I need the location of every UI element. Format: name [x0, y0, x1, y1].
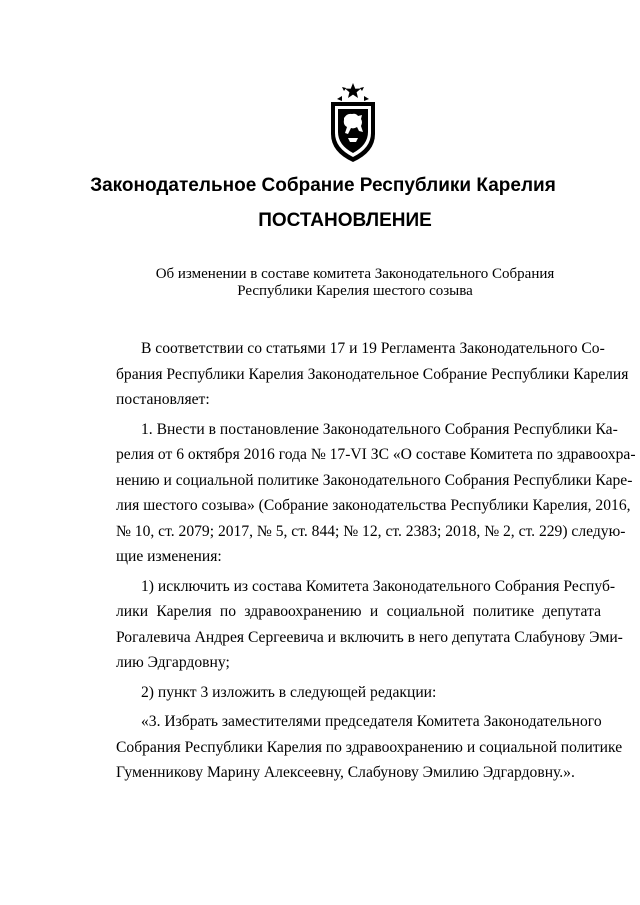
text-line: постановляет:	[116, 391, 210, 408]
text-line: релия от 6 октября 2016 года № 17-VI ЗС «О составе Комитета по здравоохра-	[116, 446, 636, 463]
text-line: лию Эдгардовну;	[116, 654, 230, 671]
text-line: лики Карелия по здравоохранению и социальной политике депутата	[116, 603, 601, 620]
document-type-heading: ПОСТАНОВЛЕНИЕ	[258, 210, 432, 231]
text-line: Гуменникову Марину Алексеевну, Слабунову Эмилию Эдгардовну.».	[116, 764, 575, 781]
subject-line: Об изменении в составе комитета Законодательного Собрания	[155, 266, 555, 282]
text-line: лия шестого созыва» (Собрание законодательства Республики Карелия, 2016,	[116, 497, 631, 514]
text-line: Собрания Республики Карелия по здравоохранению и социальной политике	[116, 738, 623, 756]
subitem-1-paragraph	[116, 574, 623, 676]
text-line: В соответствии со статьями 17 и 19 Регламента Законодательного Со-	[141, 340, 605, 357]
document-body	[116, 336, 636, 786]
organization-title: Законодательное Собрание Республики Карелия	[90, 175, 556, 196]
quote-paragraph	[116, 709, 623, 786]
text-line: 1. Внести в постановление Законодательного Собрания Республики Ка-	[141, 420, 618, 438]
subitem-2-paragraph	[116, 680, 601, 706]
text-line: щие изменения:	[116, 548, 222, 565]
document-subject	[0, 266, 640, 300]
preamble-paragraph	[116, 336, 629, 413]
text-line: 2) пункт 3 изложить в следующей редакции:	[141, 683, 437, 701]
item-1-paragraph	[116, 417, 636, 570]
subject-line: Республики Карелия шестого созыва	[237, 283, 473, 299]
text-line: № 10, ст. 2079; 2017, № 5, ст. 844; № 12, ст. 2383; 2018, № 2, ст. 229) следую-	[116, 522, 626, 540]
text-line: 1) исключить из состава Комитета Законодательного Собрания Респуб-	[141, 577, 616, 595]
text-line: Рогалевича Андрея Сергеевича и включить в него депутата Слабунову Эми-	[116, 628, 623, 646]
text-line: нению и социальной политике Законодательного Собрания Республики Каре-	[116, 471, 633, 489]
text-line: брания Республики Карелия Законодательное Собрание Республики Карелия	[116, 365, 629, 383]
karelia-coat-of-arms-icon	[328, 82, 378, 164]
text-line: «3. Избрать заместителями председателя Комитета Законодательного	[141, 713, 602, 730]
star-icon	[345, 83, 361, 98]
